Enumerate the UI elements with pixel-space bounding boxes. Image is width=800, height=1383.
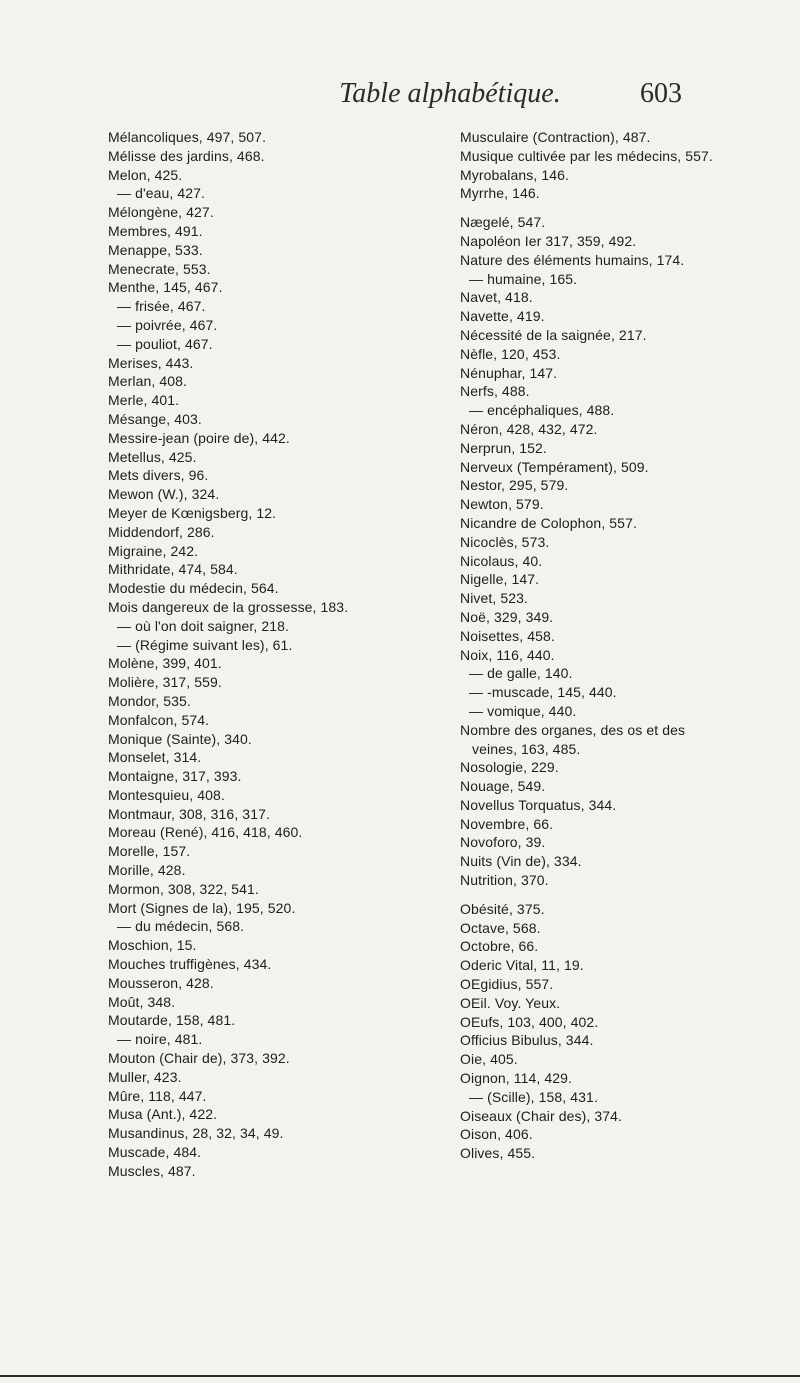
bottom-rule (0, 1375, 800, 1377)
index-subentry: — frisée, 467. (117, 298, 206, 315)
index-entry: Newton, 579. (460, 496, 544, 513)
index-entry: Navet, 418. (460, 289, 533, 306)
index-entry: Muscles, 487. (108, 1162, 196, 1179)
index-subentry: — où l'on doit saigner, 218. (117, 617, 290, 634)
index-subentry: — noire, 481. (117, 1031, 203, 1048)
index-entry: Melon, 425. (108, 166, 183, 183)
index-entry: Mormon, 308, 322, 541. (108, 880, 259, 897)
index-subentry: — encéphaliques, 488. (469, 402, 615, 419)
index-entry: Oderic Vital, 11, 19. (460, 957, 584, 974)
index-subentry: — de galle, 140. (469, 665, 573, 682)
index-entry: Mouton (Chair de), 373, 392. (108, 1050, 290, 1067)
index-entry: Nombre des organes, des os et des (460, 721, 686, 738)
index-entry: Mésange, 403. (108, 410, 202, 427)
index-entry: Messire-jean (poire de), 442. (108, 429, 290, 446)
index-entry: Monselet, 314. (108, 749, 202, 766)
index-entry: Nicolaus, 40. (460, 552, 543, 569)
index-entry: Modestie du médecin, 564. (108, 580, 279, 597)
index-entry: Novembre, 66. (460, 815, 554, 832)
index-entry: Mélongène, 427. (108, 204, 214, 221)
index-entry: Nuits (Vin de), 334. (460, 853, 582, 870)
index-entry: Moût, 348. (108, 993, 176, 1010)
index-entry: Moreau (René), 416, 418, 460. (108, 824, 303, 841)
index-entry: Nature des éléments humains, 174. (460, 251, 685, 268)
index-entry: Membres, 491. (108, 222, 203, 239)
index-entry: Nosologie, 229. (460, 759, 559, 776)
index-entry: Molière, 317, 559. (108, 674, 222, 691)
index-entry: Nægelé, 547. (460, 214, 546, 231)
index-entry: Oison, 406. (460, 1126, 533, 1143)
index-entry: Montaigne, 317, 393. (108, 768, 242, 785)
page-title: Table alphabétique. (339, 78, 561, 109)
index-entry: Menappe, 533. (108, 241, 203, 258)
index-entry: Merises, 443. (108, 354, 194, 371)
index-entry: Mûre, 118, 447. (108, 1087, 207, 1104)
index-entry: Musandinus, 28, 32, 34, 49. (108, 1125, 284, 1142)
index-entry: Octave, 568. (460, 919, 541, 936)
index-entry: Montmaur, 308, 316, 317. (108, 805, 270, 822)
index-entry: Oie, 405. (460, 1051, 518, 1068)
index-entry: Morelle, 157. (108, 843, 191, 860)
index-entry: Musa (Ant.), 422. (108, 1106, 218, 1123)
index-entry: Nigelle, 147. (460, 571, 540, 588)
index-entry: Mondor, 535. (108, 692, 191, 709)
index-entry: Montesquieu, 408. (108, 786, 225, 803)
index-entry: Merle, 401. (108, 392, 180, 409)
index-entry: Nicoclès, 573. (460, 533, 550, 550)
index-entry: Nouage, 549. (460, 778, 546, 795)
index-entry: Obésité, 375. (460, 900, 545, 917)
index-entry: OEgidius, 557. (460, 976, 554, 993)
index-subentry: — (Régime suivant les), 61. (117, 636, 293, 653)
index-entry: Officius Bibulus, 344. (460, 1032, 594, 1049)
index-entry: Moutarde, 158, 481. (108, 1012, 236, 1029)
index-entry: Mousseron, 428. (108, 974, 214, 991)
index-entry: Monique (Sainte), 340. (108, 730, 252, 747)
index-entry: Mois dangereux de la grossesse, 183. (108, 598, 349, 615)
index-entry: Mouches truffigènes, 434. (108, 956, 272, 973)
index-entry: Menecrate, 553. (108, 260, 211, 277)
index-entry: Oignon, 114, 429. (460, 1070, 572, 1087)
index-entry: Noisettes, 458. (460, 627, 555, 644)
index-entry: Mélisse des jardins, 468. (108, 147, 265, 164)
index-entry: Nerfs, 488. (460, 383, 530, 400)
index-entry: Migraine, 242. (108, 542, 199, 559)
index-subentry: — d'eau, 427. (117, 185, 206, 202)
index-entry: Muscade, 484. (108, 1144, 202, 1161)
index-entry: Myrrhe, 146. (460, 185, 540, 202)
index-subentry: — (Scille), 158, 431. (469, 1088, 598, 1105)
index-entry: Nestor, 295, 579. (460, 477, 569, 494)
left-column (108, 128, 448, 1181)
index-entry: Morille, 428. (108, 862, 186, 879)
index-entry: OEufs, 103, 400, 402. (460, 1013, 599, 1030)
index-entry: Nénuphar, 147. (460, 364, 558, 381)
right-column (460, 128, 800, 1163)
index-entry: Noë, 329, 349. (460, 608, 554, 625)
index-subentry: — vomique, 440. (469, 702, 577, 719)
index-entry: Mélancoliques, 497, 507. (108, 129, 267, 145)
index-entry: Myrobalans, 146. (460, 166, 569, 183)
index-subentry: — humaine, 165. (469, 270, 578, 287)
page-header (0, 78, 800, 118)
index-subentry: — du médecin, 568. (117, 918, 245, 935)
index-entry: Monfalcon, 574. (108, 711, 210, 728)
index-entry: Mort (Signes de la), 195, 520. (108, 899, 296, 916)
index-entry: Nécessité de la saignée, 217. (460, 326, 647, 343)
index-entry: Nerprun, 152. (460, 439, 547, 456)
index-entry: Napoléon Ier 317, 359, 492. (460, 232, 637, 249)
index-entry: Noix, 116, 440. (460, 646, 555, 663)
index-entry: Merlan, 408. (108, 373, 188, 390)
index-entry: Néron, 428, 432, 472. (460, 420, 598, 437)
index-entry: Nicandre de Colophon, 557. (460, 514, 637, 531)
index-entry: Mithridate, 474, 584. (108, 561, 238, 578)
index-entry: Nèfle, 120, 453. (460, 345, 561, 362)
index-entry: Mewon (W.), 324. (108, 486, 220, 503)
index-entry: Nivet, 523. (460, 590, 529, 607)
index-entry: Navette, 419. (460, 308, 545, 325)
index-entry: Middendorf, 286. (108, 523, 215, 540)
page-number: 603 (640, 78, 682, 109)
index-entry: Novoforo, 39. (460, 834, 546, 851)
index-subentry: — poivrée, 467. (117, 316, 218, 333)
index-entry: Mets divers, 96. (108, 467, 209, 484)
index-subentry: — pouliot, 467. (117, 335, 213, 352)
index-entry: Meyer de Kœnigsberg, 12. (108, 504, 277, 521)
index-entry: Moschion, 15. (108, 937, 197, 954)
index-entry: Nutrition, 370. (460, 872, 549, 889)
index-entry: Menthe, 145, 467. (108, 279, 223, 296)
index-entry: Metellus, 425. (108, 448, 197, 465)
index-entry: Musique cultivée par les médecins, 557. (460, 147, 713, 164)
index-entry-continuation: veines, 163, 485. (472, 740, 581, 757)
index-entry: Molène, 399, 401. (108, 655, 222, 672)
index-subentry: — -muscade, 145, 440. (469, 684, 617, 701)
index-entry: OEil. Voy. Yeux. (460, 994, 561, 1011)
index-entry: Novellus Torquatus, 344. (460, 796, 617, 813)
index-entry: Octobre, 66. (460, 938, 539, 955)
index-entry: Musculaire (Contraction), 487. (460, 129, 651, 145)
index-entry: Olives, 455. (460, 1145, 536, 1162)
index-entry: Oiseaux (Chair des), 374. (460, 1107, 623, 1124)
index-entry: Nerveux (Tempérament), 509. (460, 458, 649, 475)
index-entry: Muller, 423. (108, 1068, 182, 1085)
